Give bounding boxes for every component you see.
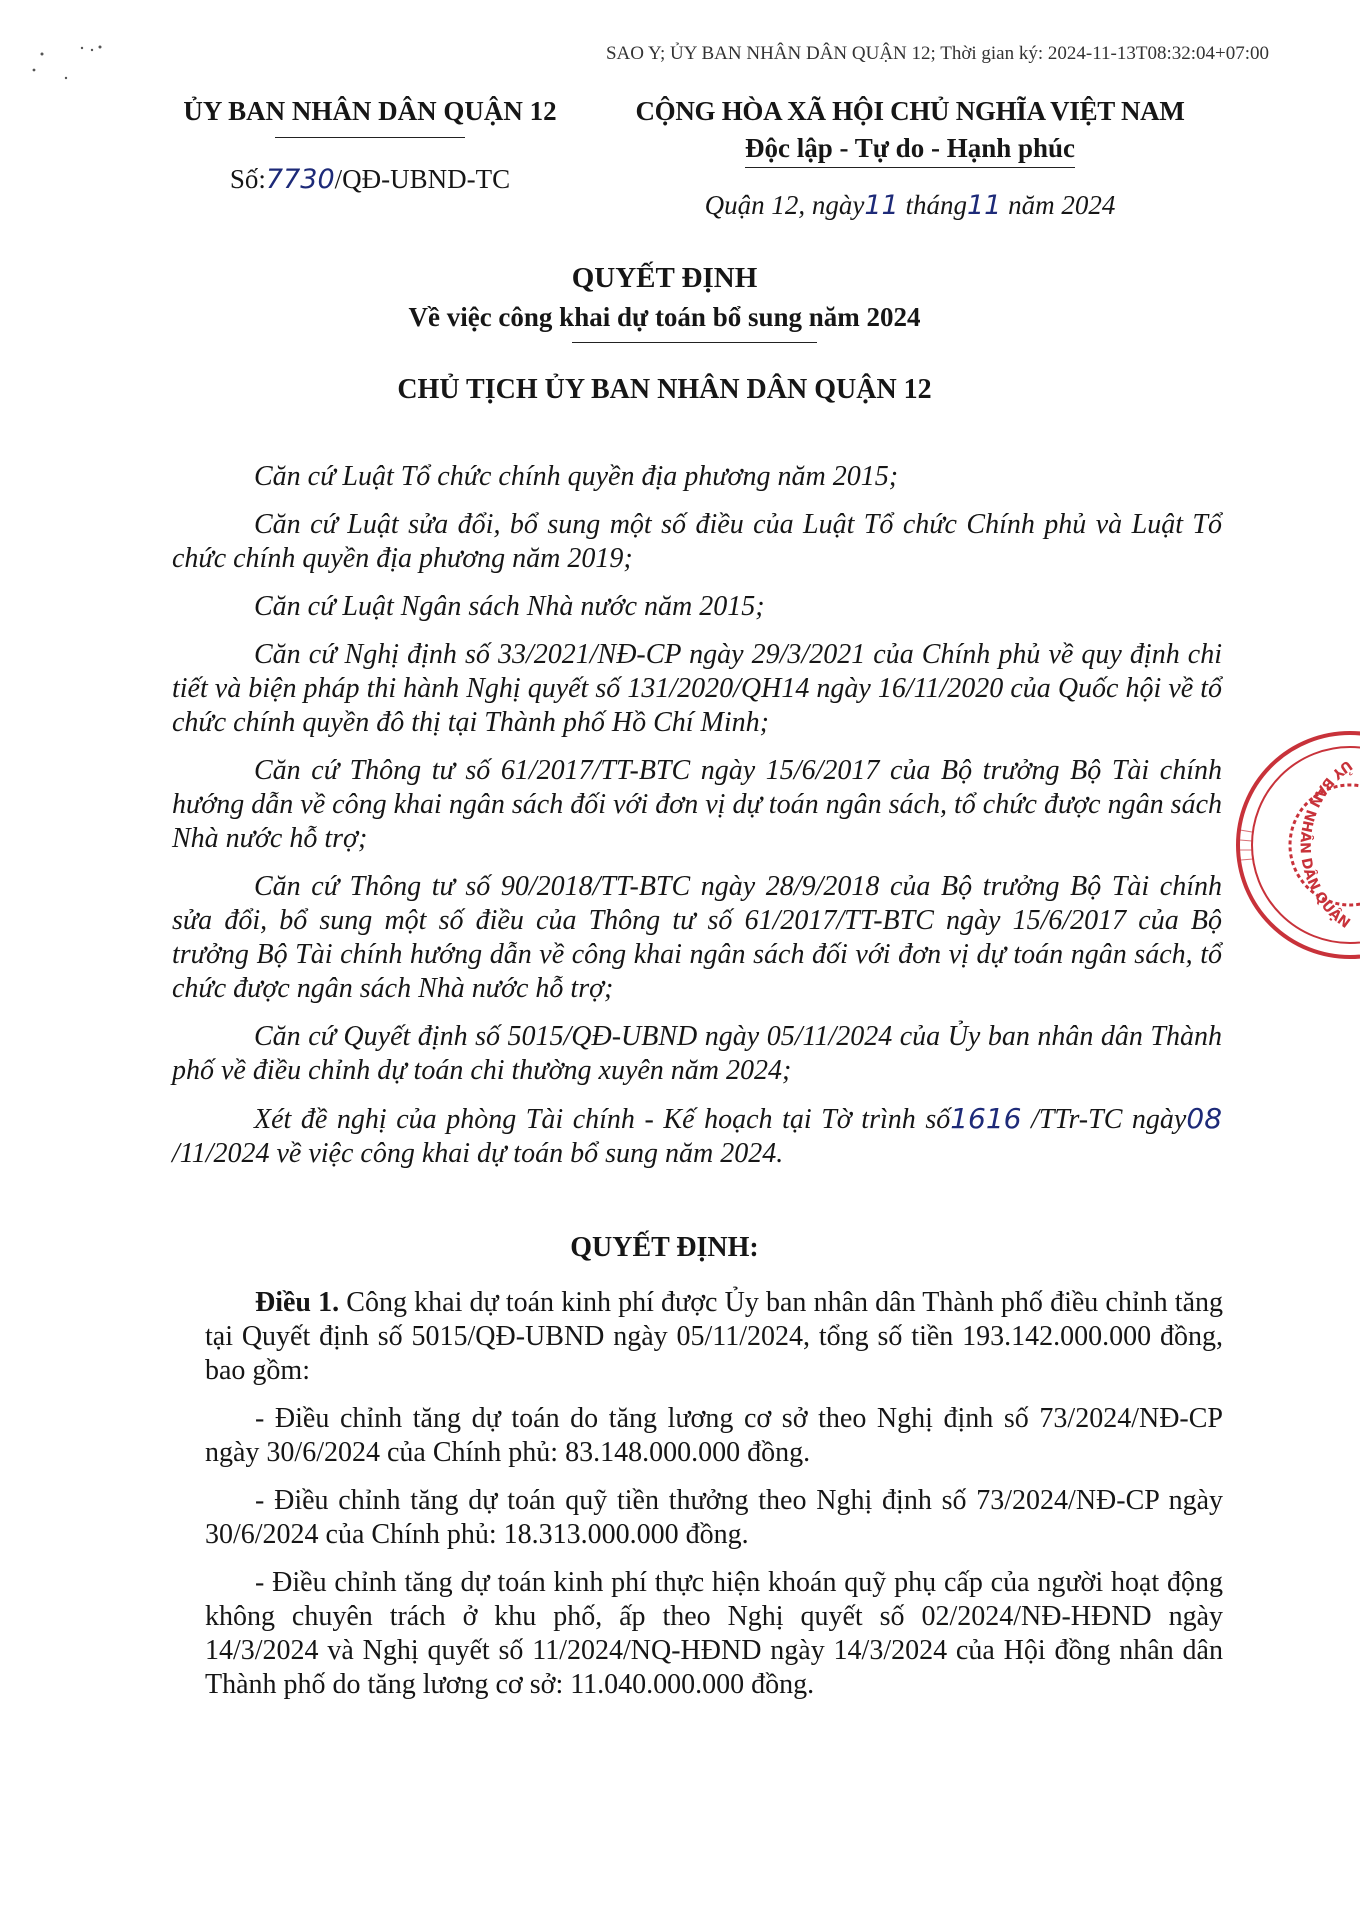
legal-basis-item: Căn cứ Nghị định số 33/2021/NĐ-CP ngày 29/3/2021 của Chính phủ về quy định chi tiết và biện pháp thi hành Nghị quyết số 131/2020/QH14 ngày 16/11/2020 của Quốc hội về tổ chức chính quyền đô thị tại Thành phố Hồ Chí Minh; <box>172 639 1222 738</box>
seal-text-path: ỦY BAN NHÂN DÂN QUẬN <box>1296 756 1355 932</box>
decision-body <box>205 1286 1223 1716</box>
handwritten-number: 7730 <box>265 164 335 195</box>
decision-heading: QUYẾT ĐỊNH: <box>570 1232 759 1263</box>
handwritten-proposal-number: 1616 <box>950 1102 1022 1135</box>
handwritten-proposal-day: 08 <box>1186 1102 1223 1135</box>
copy-certification-header: SAO Y; ỦY BAN NHÂN DÂN QUẬN 12; Thời gian ký: 2024-11-13T08:32:04+07:00 <box>605 43 1269 64</box>
scan-specks <box>30 40 120 100</box>
legal-bases <box>172 460 1222 1185</box>
issuing-authority: CHỦ TỊCH ỦY BAN NHÂN DÂN QUẬN 12 <box>397 374 932 405</box>
document-number: Số:7730/QĐ-UBND-TC <box>229 164 511 195</box>
legal-basis-item: Căn cứ Quyết định số 5015/QĐ-UBND ngày 05/11/2024 của Ủy ban nhân dân Thành phố về điều chỉnh dự toán chi thường xuyên năm 2024; <box>172 1021 1222 1086</box>
article-label: Điều 1. <box>255 1287 340 1318</box>
article-1-item: - Điều chỉnh tăng dự toán kinh phí thực hiện khoán quỹ phụ cấp của người hoạt động không chuyên trách ở khu phố, ấp theo Nghị quyết số 02/2024/NĐ-HĐND ngày 14/3/2024 và Nghị quyết số 11/2024/NQ-HĐND ngày 14/3/2024 của Hội đồng nhân dân Thành phố do tăng lương cơ sở: 11.040.000.000 đồng. <box>205 1567 1223 1700</box>
issuer-name: ỦY BAN NHÂN DÂN QUẬN 12 <box>183 96 557 126</box>
official-seal <box>1220 720 1360 960</box>
document-subtitle: Về việc công khai dự toán bổ sung năm 2024 <box>408 302 921 332</box>
article-1-item: - Điều chỉnh tăng dự toán do tăng lương cơ sở theo Nghị định số 73/2024/NĐ-CP ngày 30/6/2024 của Chính phủ: 83.148.000.000 đồng. <box>205 1403 1223 1468</box>
subtitle-underline <box>572 342 817 343</box>
legal-basis-item: Căn cứ Thông tư số 90/2018/TT-BTC ngày 28/9/2018 của Bộ trưởng Bộ Tài chính sửa đổi, bổ sung một số điều của Thông tư số 61/2017/TT-BTC ngày 15/6/2017 của Bộ trưởng Bộ Tài chính hướng dẫn về công khai ngân sách đối với đơn vị dự toán ngân sách, tổ chức được ngân sách Nhà nước hỗ trợ; <box>172 871 1222 1004</box>
document-title: QUYẾT ĐỊNH <box>571 262 758 294</box>
handwritten-month: 11 <box>967 190 1002 221</box>
legal-basis-item: Căn cứ Luật sửa đổi, bổ sung một số điều của Luật Tổ chức Chính phủ và Luật Tổ chức chính quyền địa phương năm 2019; <box>172 509 1222 574</box>
national-motto: Độc lập - Tự do - Hạnh phúc <box>744 133 1076 163</box>
article-1-intro: Điều 1. Công khai dự toán kinh phí được Ủy ban nhân dân Thành phố điều chỉnh tăng tại Quyết định số 5015/QĐ-UBND ngày 05/11/2024, tổng số tiền 193.142.000.000 đồng, bao gồm: <box>205 1287 1223 1386</box>
legal-basis-item: Căn cứ Luật Tổ chức chính quyền địa phương năm 2015; <box>254 461 899 492</box>
seal-text <box>1297 757 1357 932</box>
article-1-item: - Điều chỉnh tăng dự toán quỹ tiền thưởng theo Nghị định số 73/2024/NĐ-CP ngày 30/6/2024 của Chính phủ: 18.313.000.000 đồng. <box>205 1485 1223 1550</box>
motto-underline <box>745 167 1075 168</box>
place-and-date: Quận 12, ngày11 tháng11 năm 2024 <box>704 190 1116 221</box>
nation-name: CỘNG HÒA XÃ HỘI CHỦ NGHĨA VIỆT NAM <box>635 96 1185 126</box>
handwritten-day: 11 <box>864 190 899 221</box>
issuer-block <box>160 96 580 195</box>
proposal-basis: Xét đề nghị của phòng Tài chính - Kế hoạch tại Tờ trình số1616 /TTr-TC ngày08 /11/2024 về việc công khai dự toán bổ sung năm 2024. <box>172 1102 1223 1169</box>
legal-basis-item: Căn cứ Luật Ngân sách Nhà nước năm 2015; <box>254 591 765 622</box>
national-heading-block <box>630 96 1190 221</box>
legal-basis-item: Căn cứ Thông tư số 61/2017/TT-BTC ngày 15/6/2017 của Bộ trưởng Bộ Tài chính hướng dẫn về công khai ngân sách đối với đơn vị dự toán ngân sách, tổ chức được ngân sách Nhà nước hỗ trợ; <box>172 755 1222 854</box>
issuer-underline <box>275 137 465 138</box>
